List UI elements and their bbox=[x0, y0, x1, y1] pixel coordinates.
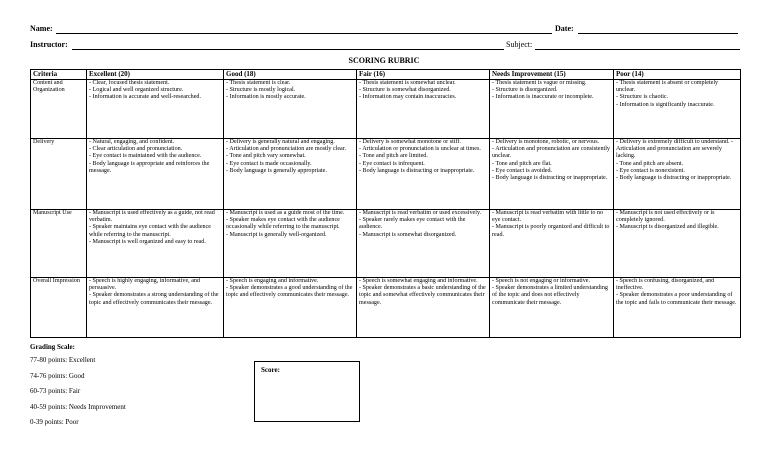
cell-line: - Thesis statement is absent or completely unclear. bbox=[616, 80, 719, 94]
column-header: Poor (14) bbox=[614, 70, 741, 80]
cell-line: - Articulation and pronunciation are mostly clear. bbox=[226, 146, 346, 153]
rubric-table bbox=[30, 69, 741, 338]
cell-line: - Manuscript is not used effectively or is completely ignored. bbox=[616, 210, 715, 224]
instructor-label: Instructor: bbox=[30, 40, 68, 49]
cell-line: - Structure is disorganized. bbox=[492, 87, 558, 94]
cell-line: - Manuscript is generally well-organized. bbox=[226, 231, 327, 238]
cell-line: - Eye contact is infrequent. bbox=[359, 160, 425, 167]
cell-line: - Body language is distracting or inappropriate. bbox=[492, 175, 608, 182]
cell-line: - Structure is mostly logical. bbox=[226, 87, 296, 94]
cell-line: - Tone and pitch are flat. bbox=[492, 160, 552, 167]
cell-line: - Articulation and pronunciation are consistently unclear. bbox=[492, 146, 610, 160]
table-row bbox=[31, 210, 741, 278]
cell-line: - Eye contact is nonexistent. bbox=[616, 167, 685, 174]
cell-line: - Structure is somewhat disorganized. bbox=[359, 87, 451, 94]
header-row bbox=[31, 70, 741, 80]
grading-heading: Grading Scale: bbox=[30, 343, 75, 351]
instructor-field[interactable] bbox=[72, 49, 504, 50]
rubric-title: SCORING RUBRIC bbox=[348, 56, 420, 65]
cell-line: - Manuscript is poorly organized and difficult to read. bbox=[492, 224, 610, 238]
rubric-cell bbox=[614, 80, 741, 139]
name-field[interactable] bbox=[56, 33, 552, 34]
cell-line: - Speech is highly engaging, informative, and persuasive. bbox=[89, 278, 201, 292]
cell-line: - Speech is confusing, disorganized, and ineffective. bbox=[616, 278, 715, 292]
cell-line: - Manuscript is used as a guide most of the time. bbox=[226, 210, 345, 216]
subject-label: Subject: bbox=[506, 40, 533, 49]
cell-line: - Thesis statement is clear. bbox=[226, 80, 291, 86]
date-label: Date: bbox=[555, 24, 574, 33]
criteria-cell: Manuscript Use bbox=[31, 210, 87, 278]
criteria-cell: Overall Impression bbox=[31, 278, 87, 338]
cell-line: - Information is inaccurate or incomplete. bbox=[492, 94, 594, 101]
rubric-cell bbox=[614, 210, 741, 278]
column-header: Good (18) bbox=[224, 70, 357, 80]
table-row bbox=[31, 80, 741, 139]
column-header: Fair (16) bbox=[357, 70, 490, 80]
cell-line: - Speaker demonstrates a good understanding of the topic and effectively communicates their message. bbox=[226, 285, 353, 299]
rubric-cell bbox=[490, 278, 614, 338]
cell-line: - Body language is appropriate and reinforces the message. bbox=[89, 160, 210, 174]
grading-item: 60-73 points: Fair bbox=[30, 387, 81, 395]
cell-line: - Tone and pitch are limited. bbox=[359, 153, 428, 160]
cell-line: - Manuscript is read verbatim with little to no eye contact. bbox=[492, 210, 604, 224]
cell-line: - Speaker maintains eye contact with the audience while referring to the manuscript. bbox=[89, 224, 211, 238]
cell-line: - Information is significantly inaccurate. bbox=[616, 101, 715, 108]
cell-line: - Speaker rarely makes eye contact with the audience. bbox=[359, 217, 466, 231]
grading-item: 40-59 points: Needs Improvement bbox=[30, 402, 126, 411]
cell-line: - Manuscript is used effectively as a guide, not read verbatim. bbox=[89, 210, 215, 224]
rubric-cell bbox=[224, 80, 357, 139]
cell-line: - Clear articulation and pronunciation. bbox=[89, 146, 183, 153]
cell-line: - Delivery is monotone, robotic, or nervous. bbox=[492, 139, 600, 145]
cell-line: - Tone and pitch vary somewhat. bbox=[226, 153, 306, 160]
column-header: Criteria bbox=[31, 70, 87, 80]
column-header: Needs Improvement (15) bbox=[490, 70, 614, 80]
cell-line: - Speaker demonstrates a poor understanding of the topic and fails to communicate their message. bbox=[616, 292, 737, 306]
cell-line: - Speaker demonstrates a basic understanding of the topic and somewhat effectively communicates their message. bbox=[359, 285, 486, 306]
rubric-cell bbox=[357, 139, 490, 210]
score-box[interactable] bbox=[254, 361, 360, 422]
cell-line: - Delivery is generally natural and engaging. bbox=[226, 139, 335, 145]
cell-line: - Articulation or pronunciation is unclear at times. bbox=[359, 146, 481, 153]
grading-scale bbox=[30, 343, 126, 431]
cell-line: - Information may contain inaccuracies. bbox=[359, 94, 457, 101]
cell-line: - Eye contact is avoided. bbox=[492, 167, 553, 174]
cell-line: - Manuscript is somewhat disorganized. bbox=[359, 231, 457, 238]
cell-line: - Natural, engaging, and confident. bbox=[89, 139, 175, 145]
column-header: Excellent (20) bbox=[87, 70, 224, 80]
cell-line: - Body language is distracting or inappropriate. bbox=[359, 167, 475, 174]
cell-line: - Speaker demonstrates a strong understanding of the topic and effectively communicates their message. bbox=[89, 292, 219, 306]
score-label: Score: bbox=[261, 366, 280, 374]
cell-line: - Thesis statement is somewhat unclear. bbox=[359, 80, 456, 86]
cell-line: - Tone and pitch are absent. bbox=[616, 160, 684, 167]
grading-item: 0-39 points: Poor bbox=[30, 418, 79, 426]
subject-field[interactable] bbox=[535, 49, 740, 50]
rubric-cell bbox=[614, 278, 741, 338]
rubric-cell bbox=[87, 278, 224, 338]
cell-line: - Body language is distracting or inappropriate. bbox=[616, 175, 732, 182]
rubric-cell bbox=[357, 210, 490, 278]
name-label: Name: bbox=[30, 24, 53, 33]
rubric-cell bbox=[87, 139, 224, 210]
cell-line: - Manuscript is well organized and easy to read. bbox=[89, 238, 206, 245]
rubric-cell bbox=[357, 278, 490, 338]
cell-line: - Clear, focused thesis statement. bbox=[89, 80, 170, 86]
cell-line: - Body language is generally appropriate. bbox=[226, 167, 327, 174]
cell-line: - Speaker demonstrates a limited understanding of the topic and does not effectively communicate their message. bbox=[492, 285, 608, 306]
rubric-cell bbox=[490, 80, 614, 139]
criteria-cell: Delivery bbox=[31, 139, 87, 210]
criteria-cell: Content and Organization bbox=[31, 80, 87, 139]
rubric-cell bbox=[224, 210, 357, 278]
cell-line: - Speaker makes eye contact with the audience occasionally while referring to the manuscript. bbox=[226, 217, 340, 231]
cell-line: - Manuscript is read verbatim or used excessively. bbox=[359, 210, 482, 216]
cell-line: - Delivery is extremely difficult to understand. - Articulation and pronunciation are severely lacking. bbox=[616, 139, 733, 160]
rubric-cell bbox=[224, 139, 357, 210]
cell-line: - Eye contact is maintained with the audience. bbox=[89, 153, 202, 160]
cell-line: - Logical and well organized structure. bbox=[89, 87, 184, 94]
rubric-cell bbox=[87, 80, 224, 139]
cell-line: - Structure is chaotic. bbox=[616, 94, 669, 101]
cell-line: - Information is accurate and well-researched. bbox=[89, 94, 201, 101]
cell-line: - Speech is engaging and informative. bbox=[226, 278, 319, 284]
rubric-cell bbox=[490, 139, 614, 210]
table-row bbox=[31, 278, 741, 338]
rubric-cell bbox=[224, 278, 357, 338]
rubric-cell bbox=[490, 210, 614, 278]
rubric-cell bbox=[614, 139, 741, 210]
cell-line: - Eye contact is made occasionally. bbox=[226, 160, 312, 167]
cell-line: - Speech is not engaging or informative. bbox=[492, 278, 590, 284]
cell-line: - Thesis statement is vague or missing. bbox=[492, 80, 587, 86]
cell-line: - Speech is somewhat engaging and informative. bbox=[359, 278, 478, 284]
grading-item: 74-76 points: Good bbox=[30, 371, 85, 380]
grading-item: 77-80 points: Excellent bbox=[30, 356, 96, 364]
cell-line: - Information is mostly accurate. bbox=[226, 94, 306, 101]
date-field[interactable] bbox=[578, 33, 738, 34]
rubric-cell bbox=[87, 210, 224, 278]
cell-line: - Manuscript is disorganized and illegible. bbox=[616, 224, 719, 231]
rubric-cell bbox=[357, 80, 490, 139]
cell-line: - Delivery is somewhat monotone or stiff. bbox=[359, 139, 461, 145]
table-row bbox=[31, 139, 741, 210]
